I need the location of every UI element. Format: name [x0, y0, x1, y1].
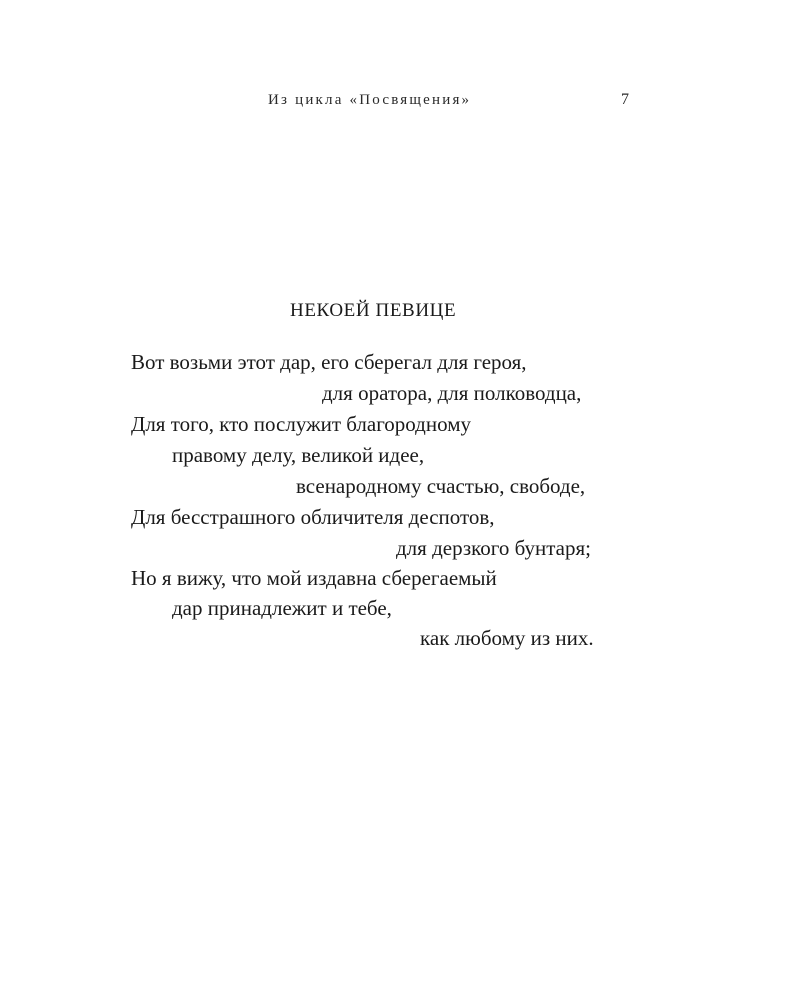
poem-line: для оратора, для полководца, [322, 381, 582, 405]
poem-line: правому делу, великой идее, [172, 443, 425, 467]
poem-line: как любому из них. [420, 626, 594, 650]
running-head: Из цикла «Посвящения» [268, 92, 472, 108]
poem-title: НЕКОЕЙ ПЕВИЦЕ [290, 300, 457, 321]
poem-line: Для бесстрашного обличителя деспотов, [131, 505, 495, 529]
poem-line: Для того, кто послужит благородному [131, 412, 471, 436]
poem-line: Вот возьми этот дар, его сберегал для героя, [131, 350, 527, 374]
poem-line: Но я вижу, что мой издавна сберегаемый [131, 566, 497, 590]
poem-line: дар принадлежит и тебе, [172, 596, 392, 620]
page-number: 7 [621, 91, 629, 108]
poem-line: всенародному счастью, свободе, [296, 474, 586, 498]
poem-line: для дерзкого бунтаря; [396, 536, 591, 560]
